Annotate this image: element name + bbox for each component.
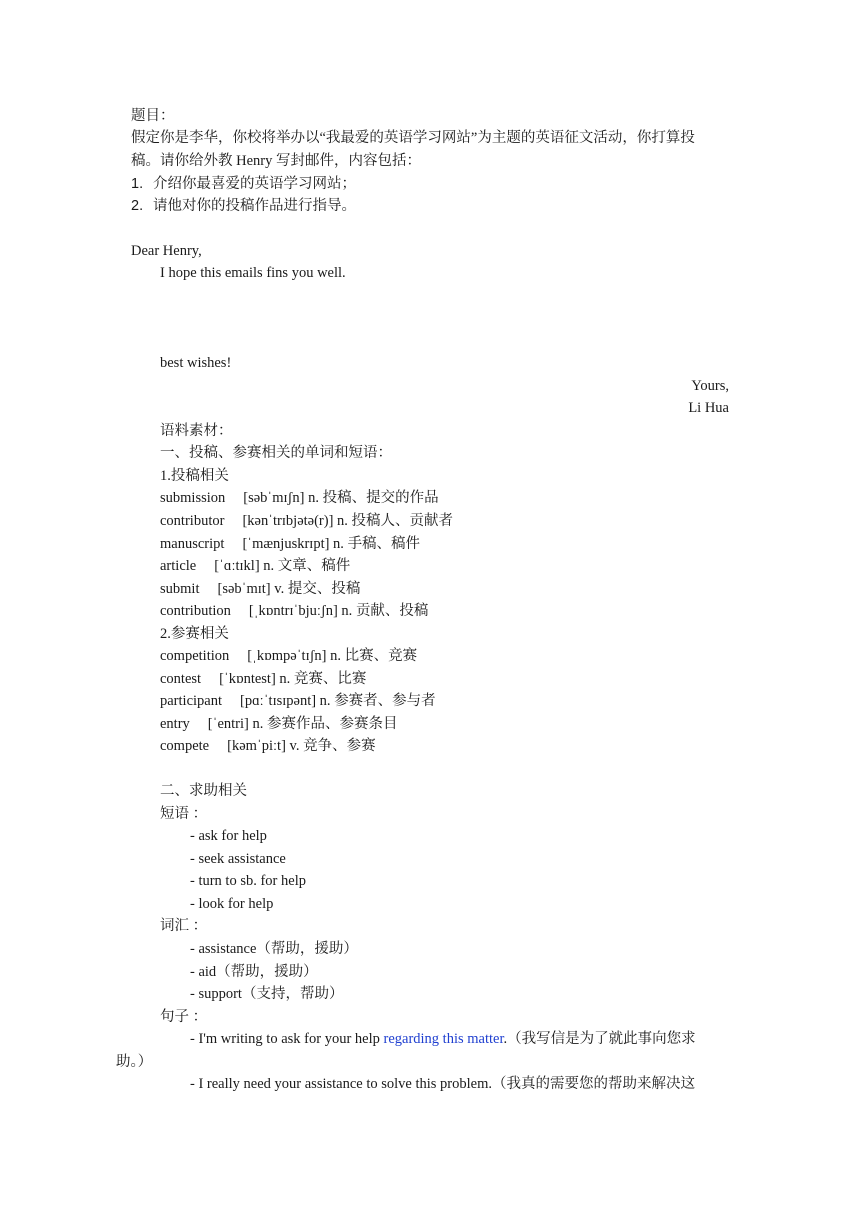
letter-greeting: Dear Henry, [131, 243, 202, 259]
vocab-item: - aid（帮助，援助） [190, 964, 318, 980]
prompt-line-2: 稿。请你给外教 Henry 写封邮件，内容包括： [131, 153, 421, 169]
phrase-item: - look for help [190, 896, 274, 912]
vocab-meaning: 投稿、提交的作品 [322, 490, 439, 506]
vocab-item: - assistance（帮助，援助） [190, 941, 358, 957]
vocab-ipa: [pɑːˈtɪsɪpənt] n. [240, 693, 331, 709]
sentence-1-start: - I'm writing to ask for your help [190, 1031, 384, 1047]
vocab-ipa: [ˌkɒmpəˈtɪʃn] n. [247, 648, 342, 664]
sentence-1-continued: 助。） [116, 1054, 153, 1070]
materials-title: 语料素材： [160, 423, 233, 439]
phrase-item: - ask for help [190, 828, 267, 844]
vocab-word: competition [160, 648, 230, 664]
sentences-label: 句子 ： [160, 1009, 208, 1025]
vocab-meaning: 竞争、参赛 [303, 738, 376, 754]
vocab-ipa: [ˈkɒntest] n. [219, 671, 291, 687]
vocab-word: contest [160, 671, 202, 687]
prompt-item-2 [131, 196, 356, 216]
vocab-label: 词汇 ： [160, 918, 208, 934]
vocab-ipa: [ˈmænjuskrɪpt] n. [242, 536, 344, 552]
prompt-line-1: 假定你是李华，你校将举办以“我最爱的英语学习网站”为主题的英语征文活动，你打算投 [131, 130, 695, 146]
vocab-entry [160, 511, 453, 531]
sentence-1-highlight: regarding this matter [383, 1031, 504, 1047]
vocab-meaning: 参赛者、参与者 [334, 693, 436, 709]
letter-closing: best wishes! [160, 355, 232, 371]
letter-opening: I hope this emails fins you well. [160, 265, 346, 281]
vocab-item: - support（支持，帮助） [190, 986, 344, 1002]
vocab-meaning: 投稿人、贡献者 [351, 513, 454, 529]
sentence-1 [190, 1029, 696, 1049]
vocab-entry [160, 669, 366, 689]
vocab-word: participant [160, 693, 223, 709]
prompt-item-1-text: 介绍你最喜爱的英语学习网站； [153, 176, 356, 192]
vocab-meaning: 文章、稿件 [277, 558, 351, 574]
vocab-meaning: 竞赛、比赛 [293, 671, 367, 687]
letter-signoff: Yours, [691, 378, 729, 394]
vocab-entry [160, 556, 350, 576]
vocab-meaning: 参赛作品、参赛条目 [266, 716, 398, 732]
prompt-item-2-num: 2. [131, 198, 144, 214]
vocab-entry [160, 488, 439, 508]
vocab-word: contributor [160, 513, 225, 529]
prompt-item-2-text: 请他对你的投稿作品进行指导。 [153, 198, 356, 214]
vocab-ipa: [ˌkɒntrɪˈbjuːʃn] n. [248, 603, 353, 619]
vocab-entry [160, 601, 428, 621]
sentence-2: - I really need your assistance to solve this problem.（我真的需要您的帮助来解决这 [190, 1076, 695, 1092]
vocab-ipa: [ˈentri] n. [207, 716, 264, 732]
vocab-word: contribution [160, 603, 231, 619]
group2-title: 2.参赛相关 [160, 626, 229, 642]
vocab-ipa: [səbˈmɪt] v. [217, 581, 285, 597]
prompt-label: 题目： [131, 108, 175, 124]
vocab-entry [160, 534, 420, 554]
vocab-ipa: [kənˈtrɪbjətə(r)] n. [242, 513, 348, 529]
vocab-ipa: [səbˈmɪʃn] n. [243, 490, 319, 506]
vocab-word: entry [160, 716, 190, 732]
vocab-meaning: 手稿、稿件 [347, 536, 421, 552]
prompt-item-1 [131, 174, 356, 194]
vocab-ipa: [kəmˈpiːt] v. [227, 738, 300, 754]
vocab-entry [160, 646, 417, 666]
vocab-meaning: 贡献、投稿 [355, 603, 429, 619]
phrase-item: - turn to sb. for help [190, 873, 306, 889]
vocab-meaning: 提交、投稿 [287, 581, 361, 597]
vocab-word: compete [160, 738, 210, 754]
vocab-word: article [160, 558, 197, 574]
vocab-ipa: [ˈɑːtɪkl] n. [214, 558, 275, 574]
sentence-1-end: .（我写信是为了就此事向您求 [503, 1031, 696, 1047]
group1-title: 1.投稿相关 [160, 468, 229, 484]
vocab-meaning: 比赛、竞赛 [344, 648, 418, 664]
phrase-item: - seek assistance [190, 851, 286, 867]
vocab-entry [160, 691, 436, 711]
letter-name: Li Hua [688, 400, 729, 416]
vocab-entry [160, 714, 397, 734]
vocab-entry [160, 736, 376, 756]
vocab-word: submission [160, 490, 226, 506]
vocab-word: manuscript [160, 536, 225, 552]
section1-title: 一、投稿、参赛相关的单词和短语： [160, 445, 392, 461]
vocab-entry [160, 579, 360, 599]
prompt-item-1-num: 1. [131, 176, 144, 192]
phrases-label: 短语 ： [160, 806, 208, 822]
section2-title: 二、求助相关 [160, 783, 247, 799]
vocab-word: submit [160, 581, 200, 597]
